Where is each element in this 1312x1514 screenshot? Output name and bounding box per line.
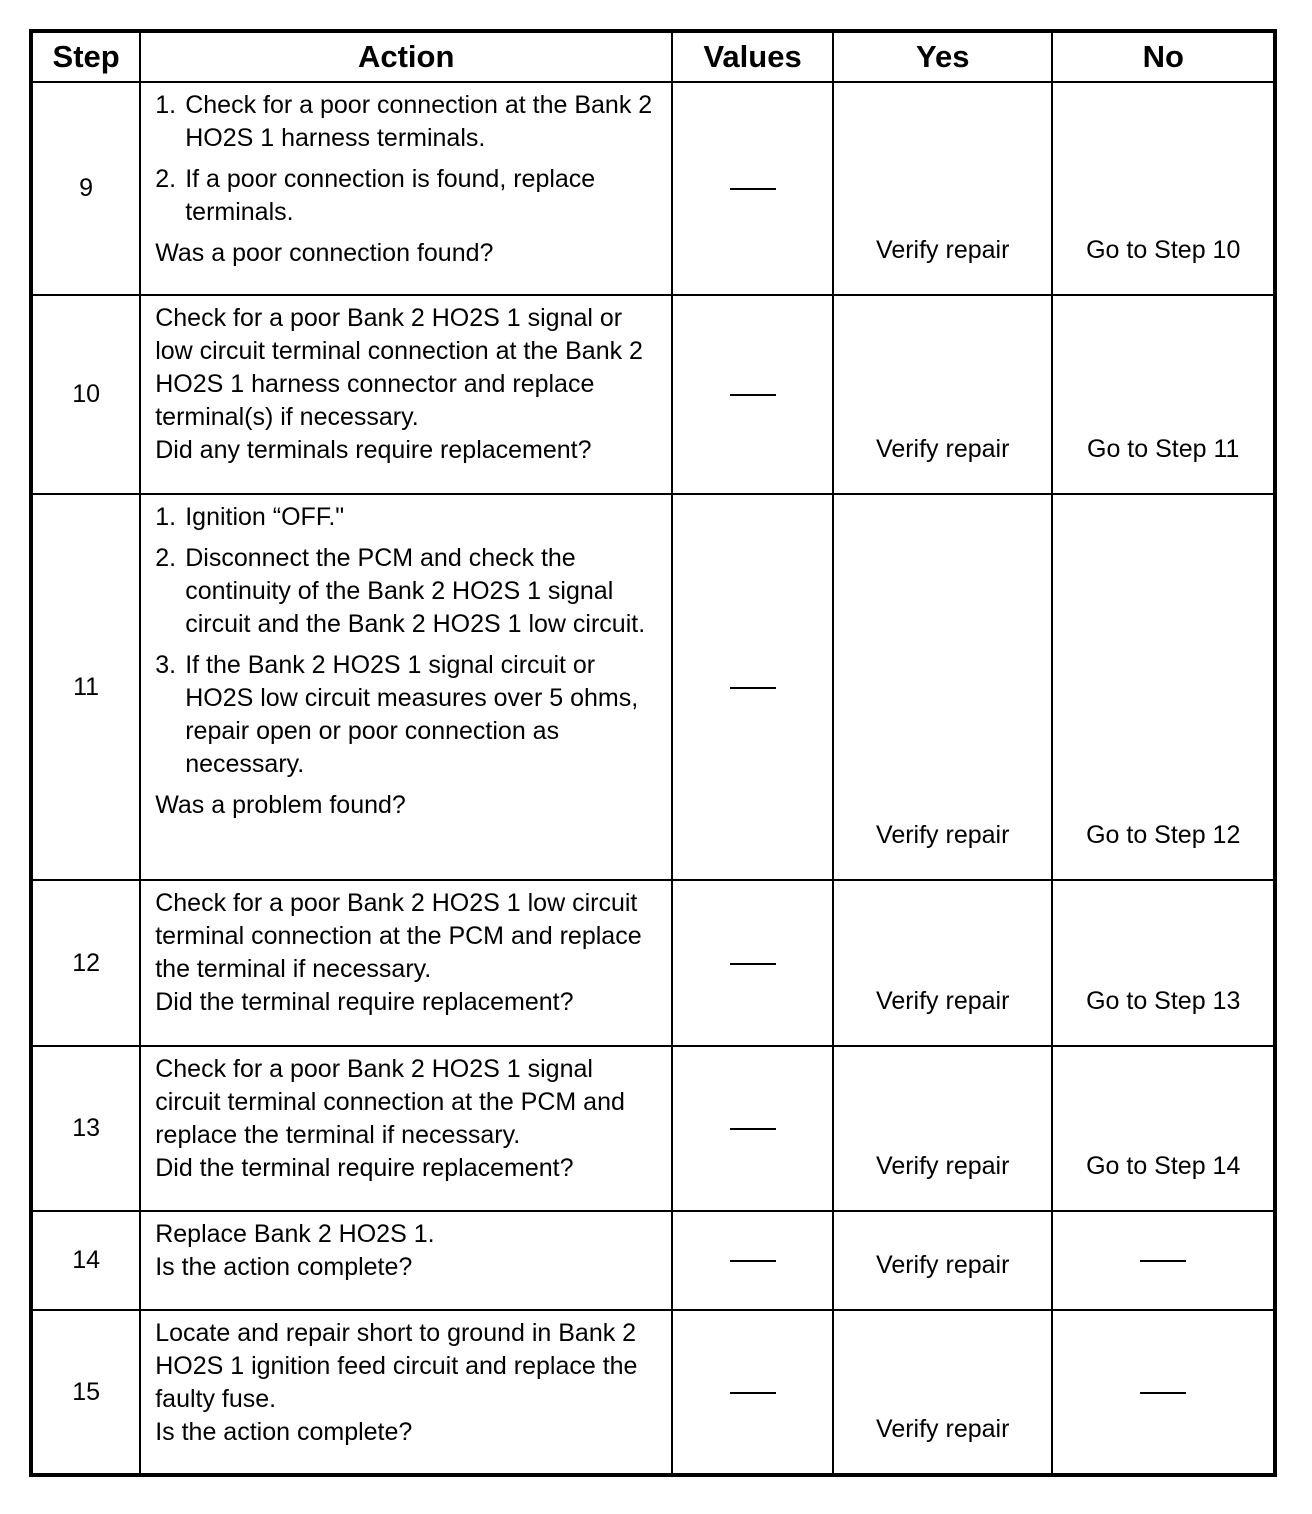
table-row xyxy=(31,880,1275,1046)
step-number: 10 xyxy=(31,295,140,494)
table-row xyxy=(31,1211,1275,1310)
values-cell xyxy=(672,1211,833,1310)
action-cell xyxy=(140,1310,672,1475)
step-number: 14 xyxy=(31,1211,140,1310)
yes-cell: Verify repair xyxy=(833,494,1052,880)
no-cell: Go to Step 14 xyxy=(1052,1046,1275,1211)
action-question: Did the terminal require replacement? xyxy=(155,988,574,1016)
header-yes: Yes xyxy=(833,31,1052,82)
action-cell xyxy=(140,295,672,494)
table-row xyxy=(31,82,1275,295)
empty-value-dash xyxy=(730,687,776,689)
action-cell xyxy=(140,1211,672,1310)
yes-cell: Verify repair xyxy=(833,295,1052,494)
action-cell xyxy=(140,880,672,1046)
action-item: 1. Ignition “OFF." xyxy=(155,503,345,531)
values-cell xyxy=(672,1046,833,1211)
table-row xyxy=(31,494,1275,880)
diagnostic-table xyxy=(29,29,1277,1477)
header-row xyxy=(31,31,1275,82)
header-values: Values xyxy=(672,31,833,82)
step-number: 9 xyxy=(31,82,140,295)
action-text: Check for a poor Bank 2 HO2S 1 low circuit terminal connection at the PCM and replace the terminal if necessary. xyxy=(155,889,642,983)
action-text: Check for a poor Bank 2 HO2S 1 signal or low circuit terminal connection at the Bank 2 HO2S 1 harness connector and replace terminal(s) if necessary. xyxy=(155,304,643,431)
values-cell xyxy=(672,880,833,1046)
no-cell: Go to Step 10 xyxy=(1052,82,1275,295)
step-number: 12 xyxy=(31,880,140,1046)
yes-cell: Verify repair xyxy=(833,82,1052,295)
action-question: Is the action complete? xyxy=(155,1253,413,1281)
no-cell xyxy=(1052,1310,1275,1475)
table-row xyxy=(31,295,1275,494)
table-row xyxy=(31,1310,1275,1475)
empty-value-dash xyxy=(730,1392,776,1394)
step-number: 15 xyxy=(31,1310,140,1475)
empty-value-dash xyxy=(1140,1392,1186,1394)
empty-value-dash xyxy=(730,1260,776,1262)
action-cell xyxy=(140,1046,672,1211)
no-cell xyxy=(1052,1211,1275,1310)
empty-value-dash xyxy=(730,394,776,396)
values-cell xyxy=(672,494,833,880)
values-cell xyxy=(672,1310,833,1475)
empty-value-dash xyxy=(730,188,776,190)
action-item: 2. If a poor connection is found, replace terminals. xyxy=(155,165,596,226)
action-question: Did any terminals require replacement? xyxy=(155,436,592,464)
action-text: Locate and repair short to ground in Bank 2 HO2S 1 ignition feed circuit and replace the faulty fuse. xyxy=(155,1319,638,1413)
action-question: Is the action complete? xyxy=(155,1418,413,1446)
header-step: Step xyxy=(31,31,140,82)
action-item: 2. Disconnect the PCM and check the continuity of the Bank 2 HO2S 1 signal circuit and the Bank 2 HO2S 1 low circuit. xyxy=(155,544,646,638)
action-question: Was a poor connection found? xyxy=(155,239,494,267)
action-question: Was a problem found? xyxy=(155,791,406,819)
empty-value-dash xyxy=(730,963,776,965)
yes-cell: Verify repair xyxy=(833,1046,1052,1211)
action-item: 1. Check for a poor connection at the Bank 2 HO2S 1 harness terminals. xyxy=(155,91,653,152)
yes-cell: Verify repair xyxy=(833,1310,1052,1475)
step-number: 13 xyxy=(31,1046,140,1211)
header-no: No xyxy=(1052,31,1275,82)
no-cell: Go to Step 11 xyxy=(1052,295,1275,494)
action-text: Check for a poor Bank 2 HO2S 1 signal circuit terminal connection at the PCM and replace the terminal if necessary. xyxy=(155,1055,625,1149)
action-text: Replace Bank 2 HO2S 1. xyxy=(155,1220,435,1248)
action-item: 3. If the Bank 2 HO2S 1 signal circuit or HO2S low circuit measures over 5 ohms, repair open or poor connection as necessary. xyxy=(155,651,639,778)
yes-cell: Verify repair xyxy=(833,880,1052,1046)
no-cell: Go to Step 12 xyxy=(1052,494,1275,880)
no-cell: Go to Step 13 xyxy=(1052,880,1275,1046)
yes-cell: Verify repair xyxy=(833,1211,1052,1310)
empty-value-dash xyxy=(730,1128,776,1130)
values-cell xyxy=(672,295,833,494)
header-action: Action xyxy=(140,31,672,82)
action-question: Did the terminal require replacement? xyxy=(155,1154,574,1182)
step-number: 11 xyxy=(31,494,140,880)
empty-value-dash xyxy=(1140,1260,1186,1262)
action-cell xyxy=(140,494,672,880)
action-cell xyxy=(140,82,672,295)
table-row xyxy=(31,1046,1275,1211)
values-cell xyxy=(672,82,833,295)
